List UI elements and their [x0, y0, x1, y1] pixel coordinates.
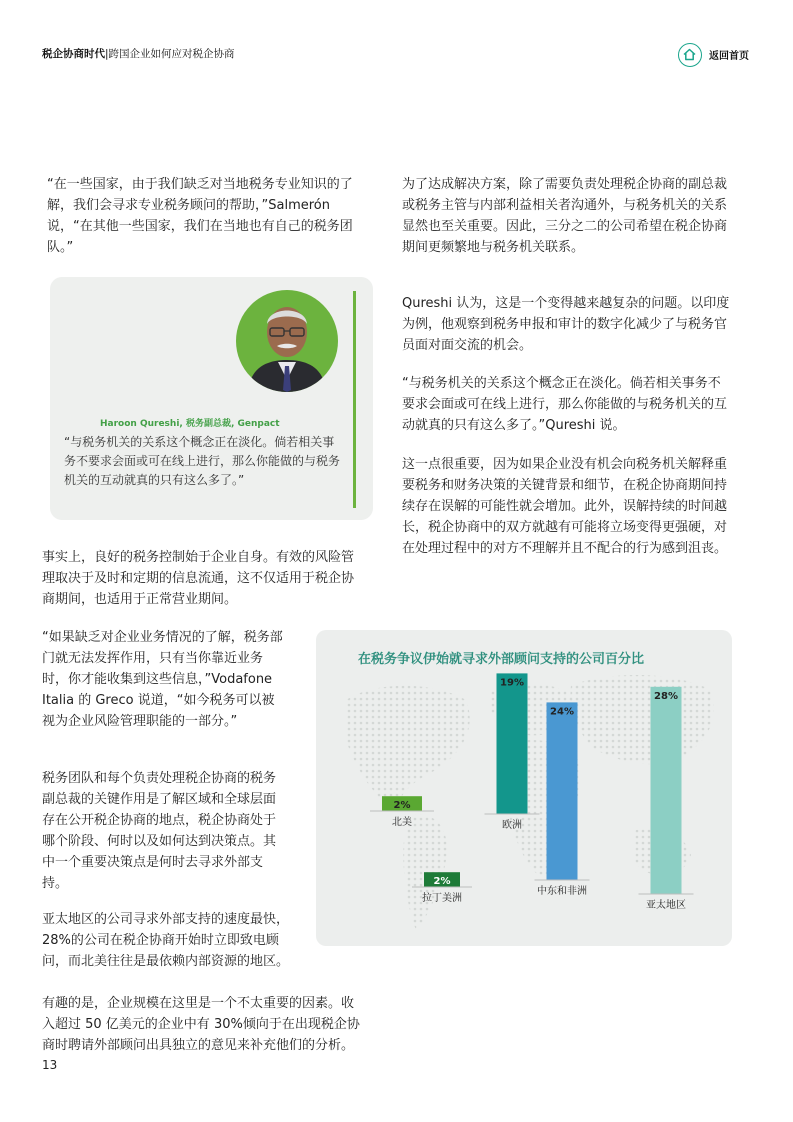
home-link[interactable]: 返回首页: [709, 51, 749, 62]
left-paragraph-3: “如果缺乏对企业业务情况的了解，税务部门就无法发挥作用，只有当你靠近业务时，你才能收集到这些信息，”Vodafone Italia 的 Greco 说道，“如今税务可以被视为企业风险管理职能的一部分。”: [42, 630, 283, 729]
category-label-1: 北美: [392, 817, 412, 828]
category-label-4: 中东和非洲: [537, 886, 587, 897]
category-label-3: 欧洲: [502, 820, 522, 831]
category-label-5: 亚太地区: [646, 900, 686, 911]
home-icon[interactable]: [678, 43, 702, 67]
category-label-2: 拉丁美洲: [422, 893, 462, 904]
bar-value-label-5: 28%: [654, 690, 678, 702]
header-title-rest: |跨国企业如何应对税企协商: [105, 48, 235, 60]
quote-accent-bar: [353, 291, 356, 508]
chart-panel: [316, 630, 732, 946]
left-paragraph-4: 税务团队和每个负责处理税企协商的税务副总裁的关键作用是了解区域和全球层面存在公开税企协商的地点，税企协商处于哪个阶段、何时以及如何达到决策点。其中一个重要决策点是何时去寻求外部支持。: [42, 771, 277, 891]
header-title-bold: 税企协商时代: [42, 48, 105, 60]
right-paragraph-3: “与税务机关的关系这个概念正在淡化。倘若相关事务不要求会面或可在线上进行，那么你能做的与税务机关的互动就真的只有这么多了。”Qureshi 说。: [402, 376, 728, 433]
chart-title: 在税务争议伊始就寻求外部顾问支持的公司百分比: [358, 652, 645, 667]
portrait-photo: [236, 290, 338, 392]
bar-value-label-2: 2%: [433, 876, 451, 888]
quote-text: “与税务机关的关系这个概念正在淡化。倘若相关事务不要求会面或可在线上进行，那么你能做的与税务机关的互动就真的只有这么多了。”: [64, 435, 341, 487]
right-paragraph-2: Qureshi 认为，这是一个变得越来越复杂的问题。以印度为例，他观察到税务申报和审计的数字化减少了与税务官员面对面交流的机会。: [402, 296, 730, 353]
left-paragraph-5a: 亚太地区的公司寻求外部支持的速度最快，28%的公司在税企协商开始时立即致电顾问，而北美往往是最依赖内部资源的地区。: [42, 912, 290, 969]
right-paragraph-1: 为了达成解决方案，除了需要负责处理税企协商的副总裁或税务主管与内部利益相关者沟通外，与税务机关的关系显然也至关重要。因此，三分之二的公司希望在税企协商期间更频繁地与税务机关联系。: [402, 177, 728, 255]
bar-5: [651, 687, 682, 894]
page-number: 13: [42, 1058, 58, 1072]
bar-value-label-3: 19%: [500, 677, 524, 689]
left-paragraph-5b: 有趣的是，企业规模在这里是一个不太重要的因素。收入超过 50 亿美元的企业中有 30%倾向于在出现税企协商时聘请外部顾问出具独立的意见来补充他们的分析。: [42, 996, 360, 1053]
bar-value-label-4: 24%: [550, 706, 574, 718]
right-paragraph-4: 这一点很重要，因为如果企业没有机会向税务机关解释重要税务和财务决策的关键背景和细节，在税企协商期间持续存在误解的可能性就会增加。此外，误解持续的时间越长，税企协商中的双方就越有可能将立场变得更强硬，对在处理过程中的对方不理解并且不配合的行为感到沮丧。: [402, 457, 728, 556]
bar-value-label-1: 2%: [393, 800, 411, 812]
quote-attribution: Haroon Qureshi, 税务副总裁, Genpact: [100, 419, 280, 429]
bar-4: [547, 702, 578, 880]
left-paragraph-2: 事实上，良好的税务控制始于企业自身。有效的风险管理取决于及时和定期的信息流通，这不仅适用于税企协商期间，也适用于正常营业期间。: [42, 550, 355, 607]
running-header: [42, 46, 235, 61]
left-paragraph-1: “在一些国家，由于我们缺乏对当地税务专业知识的了解，我们会寻求专业税务顾问的帮助，”Salmerón 说，“在其他一些国家，我们在当地也有自己的税务团队。”: [47, 177, 353, 255]
bar-3: [497, 673, 528, 814]
world-map-chart: [316, 630, 732, 946]
